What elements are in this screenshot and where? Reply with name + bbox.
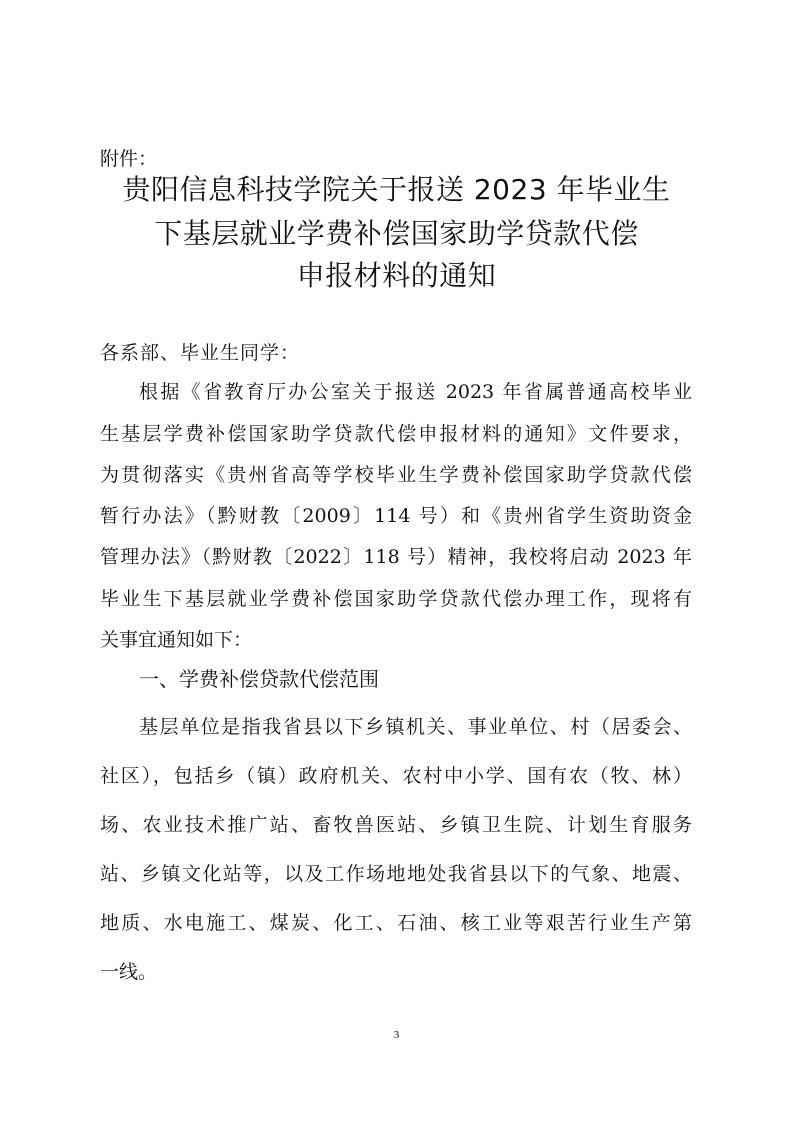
paragraph-line: 场、农业技术推广站、畜牧兽医站、乡镇卫生院、计划生育服务 xyxy=(100,814,692,836)
paragraph-line: 一线。 xyxy=(100,961,158,983)
paragraph-line: 暂行办法》（黔财教〔2009〕114 号）和《贵州省学生资助资金 xyxy=(100,505,692,527)
paragraph-line: 为贯彻落实《贵州省高等学校毕业生学费补偿国家助学贷款代偿 xyxy=(100,464,692,486)
title-line-2: 下基层就业学费补偿国家助学贷款代偿 xyxy=(154,217,639,250)
paragraph-line: 生基层学费补偿国家助学贷款代偿申报材料的通知》文件要求， xyxy=(100,423,692,445)
paragraph-line: 关事宜通知如下： xyxy=(100,629,253,651)
title-line-3: 申报材料的通知 xyxy=(296,259,497,292)
paragraph-line: 基层单位是指我省县以下乡镇机关、事业单位、村（居委会、 xyxy=(139,716,692,738)
attachment-label: 附件： xyxy=(100,148,158,170)
paragraph-line: 管理办法》（黔财教〔2022〕118 号）精神，我校将启动 2023 年 xyxy=(100,546,692,568)
paragraph-line: 毕业生下基层就业学费补偿国家助学贷款代偿办理工作，现将有 xyxy=(100,588,692,610)
paragraph-line: 地质、水电施工、煤炭、化工、石油、核工业等艰苦行业生产第 xyxy=(100,912,692,934)
page-number: 3 xyxy=(393,1029,400,1041)
paragraph-line: 站、乡镇文化站等，以及工作场地地处我省县以下的气象、地震、 xyxy=(100,863,692,885)
section-heading-1: 一、学费补偿贷款代偿范围 xyxy=(139,667,379,691)
title-line-1: 贵阳信息科技学院关于报送 2023 年毕业生 xyxy=(122,173,671,206)
paragraph-line: 社区），包括乡（镇）政府机关、农村中小学、国有农（牧、林） xyxy=(100,765,692,787)
salutation: 各系部、毕业生同学： xyxy=(100,342,301,364)
paragraph-line: 根据《省教育厅办公室关于报送 2023 年省属普通高校毕业 xyxy=(139,381,692,403)
